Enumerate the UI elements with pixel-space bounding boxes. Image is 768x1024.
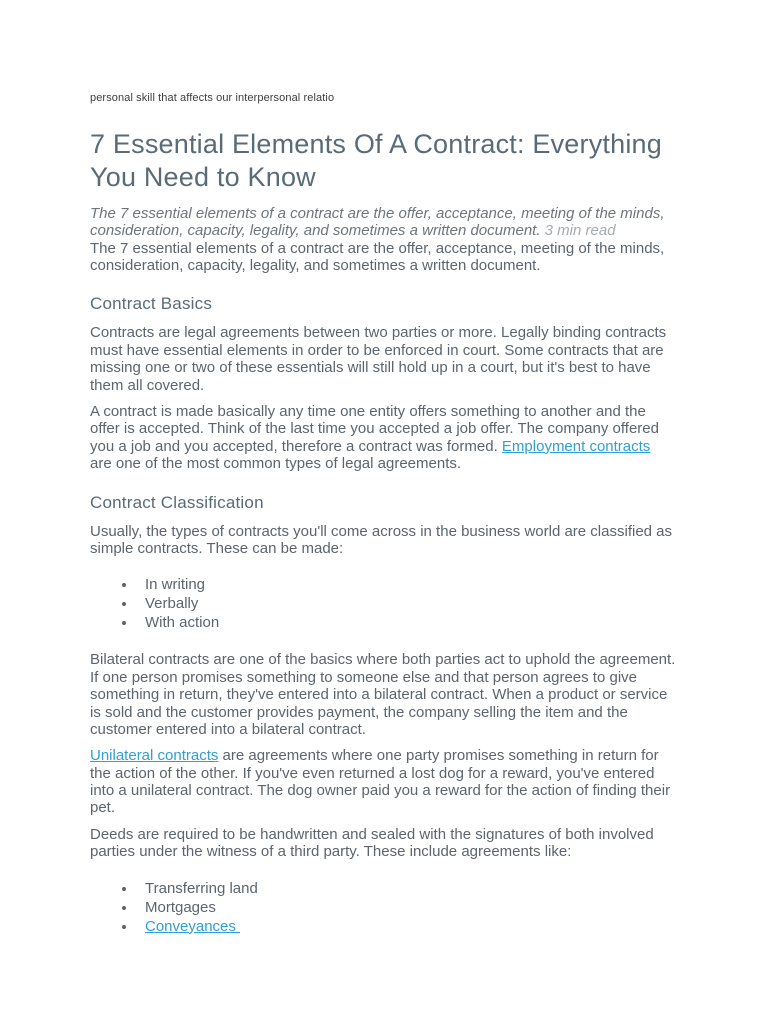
article-title: 7 Essential Elements Of A Contract: Everything You Need to Know [90, 129, 662, 192]
paragraph: Deeds are required to be handwritten and sealed with the signatures of both involved parties under the witness of a third party. These include agreements like: [90, 825, 654, 861]
section-heading-contract-basics: Contract Basics [90, 294, 213, 314]
read-time: 3 min read [544, 222, 616, 240]
list-item: • Mortgages [137, 899, 676, 917]
contract-made-list [90, 576, 676, 632]
list-item: • In writing [137, 576, 676, 594]
paragraph: Usually, the types of contracts you'll come across in the business world are classified as simple contracts. These can be made: [90, 522, 673, 557]
paragraph [90, 403, 676, 473]
list-item: • Transferring land [137, 880, 676, 898]
deed-agreements-list [90, 880, 676, 936]
paragraph-text: are one of the most common types of legal agreements. [90, 455, 462, 473]
employment-contracts-link[interactable]: Employment contracts [501, 437, 651, 455]
paragraph: Bilateral contracts are one of the basics where both parties act to uphold the agreement. If one person promises something to someone else and that person agrees to give something in return, they've entered into a bilateral contract. When a product or service is sold and the customer provides payment, the company selling the item and the customer entered into a bilateral contract. [90, 651, 676, 738]
paragraph-text: are agreements where one party promises something in return for the action of the other. If you've even returned a lost dog for a reward, you've entered into a unilateral contract. The dog owner paid you a reward for the action of finding their pet. [90, 747, 671, 817]
article-summary: The 7 essential elements of a contract are the offer, acceptance, meeting of the minds, consideration, capacity, legality, and sometimes a written document. [90, 239, 665, 275]
list-item [137, 918, 676, 936]
unilateral-contracts-link[interactable]: Unilateral contracts [90, 747, 219, 765]
section-heading-contract-classification: Contract Classification [90, 492, 264, 512]
paragraph: Contracts are legal agreements between two parties or more. Legally binding contracts must have essential elements in order to be enforced in court. Some contracts that are missing one or two of these essentials will still hold up in a court, but it's best to have them all covered. [90, 324, 667, 394]
page-top-snippet: personal skill that affects our interpersonal relatio [90, 92, 335, 104]
lead-text: The 7 essential elements of a contract are the offer, acceptance, meeting of the minds, consideration, capacity, legality, and sometimes a written document. [90, 204, 665, 240]
paragraph [90, 747, 676, 817]
list-item: • Verbally [137, 595, 676, 613]
paragraph-text: A contract is made basically any time one entity offers something to another and the offer is accepted. Think of the last time you accepted a job offer. The company offered you a job and you accepted, therefore a contract was formed. [90, 403, 659, 455]
conveyances-link[interactable]: Conveyances [145, 917, 241, 935]
article-lead [90, 205, 676, 240]
list-item: • With action [137, 614, 676, 632]
